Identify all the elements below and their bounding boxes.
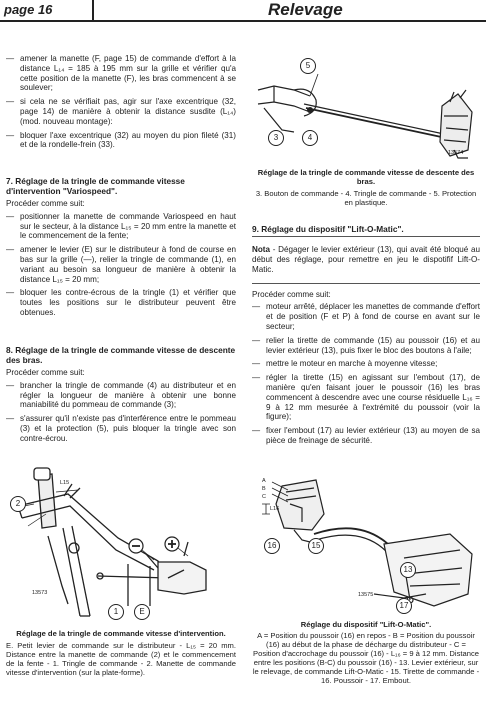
callout-2: 2: [10, 496, 26, 512]
figure-lift-o-matic-text: [252, 620, 480, 685]
figure-label-l16: L16: [270, 506, 280, 512]
section-7-intro: Procéder comme suit:: [6, 199, 85, 208]
list-item: — s'assurer qu'il n'existe pas d'interférence entre le pommeau (3) et la protection (5), puis bloquer la tringle avec son contre-écrou.: [6, 414, 236, 443]
note-label: Nota: [252, 245, 270, 255]
figure-legend: E. Petit levier de commande sur le distributeur - L₁₅ = 20 mm. Distance entre la manette de commande (2) et le commencement de la fente - 1. Tringle de commande - 2. Manette de commande vitesse d'intervention (sur la plate-forme).: [6, 641, 236, 677]
list-item: — amener le levier (E) sur le distributeur à fond de course en bas sur la grille (—), relier la tringle de commande (1), en variant au besoin sa longueur de manière à obtenir la distance L₁₅ = 20 mm;: [6, 245, 236, 284]
figure-variospeed-drawing: [8, 466, 236, 624]
list-item: — fixer l'embout (17) au levier extérieur (13) au moyen de sa pièce de freinage de sécurité.: [252, 426, 480, 446]
note-paragraph: [252, 245, 480, 274]
bullet-list-intro: [6, 54, 236, 150]
list-item: — relier la tirette de commande (15) au poussoir (16) et au levier extérieur (13), puis fixer le bloc des boutons à l'aile;: [252, 336, 480, 356]
list-item: — brancher la tringle de commande (4) au distributeur et en régler la longueur de manière à obtenir une bonne maniabilité du pommeau de commande (3);: [6, 381, 236, 410]
callout-16: 16: [264, 538, 280, 554]
section-7: [6, 176, 236, 322]
figure-reference: 13575: [358, 592, 374, 598]
section-8: [6, 345, 236, 448]
callout-17: 17: [396, 598, 412, 614]
figure-variospeed-text: [6, 629, 236, 677]
figure-legend: A = Position du poussoir (16) en repos - B = Position du poussoir (16) au début de la phase de décharge du distributeur - C = Position d'accrochage du poussoir (16) - L₁₆ = 9 à 12 mm. Distance entre les positions (B-C) du poussoir (16) - 13. Levier extérieur, sur le relevage, de commande Lift-O-Matic - 15. Tirette de commande - 16. Poussoir - 17. Embout.: [252, 631, 480, 685]
figure-caption: Réglage de la tringle de commande vitesse d'intervention.: [16, 629, 226, 638]
section-8-title: 8. Réglage de la tringle de commande vitesse de descente des bras.: [6, 345, 236, 365]
position-label-c: C: [262, 494, 266, 500]
section-9: [252, 224, 480, 450]
position-label-b: B: [262, 486, 266, 492]
section-7-list: [6, 212, 236, 318]
list-item: — mettre le moteur en marche à moyenne vitesse;: [252, 359, 480, 369]
callout-4: 4: [302, 130, 318, 146]
note-rule: [252, 236, 480, 237]
figure-caption: Réglage de la tringle de commande vitesse de descente des bras.: [257, 168, 475, 186]
figure-descente-drawing: [254, 46, 480, 164]
callout-3: 3: [268, 130, 284, 146]
section-9-title: 9. Réglage du dispositif "Lift-O-Matic".: [252, 224, 404, 234]
figure-descente-text: [252, 168, 480, 207]
page-header: [0, 0, 486, 22]
note-text: - Dégager le levier extérieur (13), qui avait été bloqué au début des réglage, pour remettre en jeu le dispotifif Lift-O-Matic.: [252, 245, 480, 274]
figure-label-l15: L15: [60, 480, 70, 486]
section-9-intro: Procéder comme suit:: [252, 289, 331, 299]
note-rule: [252, 283, 480, 284]
figure-legend: 3. Bouton de commande - 4. Tringle de commande - 5. Protection en plastique.: [255, 189, 477, 207]
figure-descente: [254, 46, 480, 164]
figure-caption: Réglage du dispositif "Lift-O-Matic".: [300, 620, 432, 629]
callout-13: 13: [400, 562, 416, 578]
callout-15: 15: [308, 538, 324, 554]
list-item: — bloquer les contre-écrous de la tringle (1) et vérifier que toutes les positions sur le distributeur peuvent être obtenues.: [6, 288, 236, 317]
list-item: — bloquer l'axe excentrique (32) au moyen du pion fileté (31) et de la rondelle-frein (33).: [6, 131, 236, 151]
list-item: — amener la manette (F, page 15) de commande d'effort à la distance L₁₄ = 185 à 195 mm sur la grille et vérifier qu'a cette position de la manette (F), les bras commencent à se soulever;: [6, 54, 236, 93]
list-item: — si cela ne se vérifiait pas, agir sur l'axe excentrique (32, page 14) de manière à obtenir la distance susdite (L₁₄) (mod. nouveau montage):: [6, 97, 236, 126]
page-number: page 16: [4, 2, 53, 17]
callout-5: 5: [300, 58, 316, 74]
section-7-title: 7. Réglage de la tringle de commande vitesse d'intervention "Variospeed".: [6, 176, 185, 196]
position-label-a: A: [262, 478, 266, 484]
section-8-list: [6, 381, 236, 444]
list-item: — régler la tirette (15) en agissant sur l'embout (17), de manière qu'en faisant jouer le poussoir (16) les bras commencent à descendre avec une course résiduelle L₁₆ = 9 à 12 mm mesurée à l'extrémité du poussoir (voir la figure);: [252, 373, 480, 422]
list-item: — positionner la manette de commande Variospeed en haut sur le secteur, à la distance L₁₅ = 20 mm entre la manette et le commencement de la fente;: [6, 212, 236, 241]
header-divider: [92, 0, 94, 20]
figure-reference: 13574: [448, 150, 464, 156]
section-9-list: [252, 302, 480, 445]
section-8-intro: Procéder comme suit:: [6, 368, 85, 377]
callout-e: E: [134, 604, 150, 620]
header-rule: [0, 20, 486, 22]
list-item: — moteur arrêté, déplacer les manettes de commande d'effort et de position (F et P) à fond de course en avant sur le secteur;: [252, 302, 480, 331]
figure-reference: 13573: [32, 590, 48, 596]
left-column-top: [6, 54, 236, 154]
callout-1: 1: [108, 604, 124, 620]
figure-lift-o-matic: [254, 474, 480, 616]
figure-variospeed: [8, 466, 236, 624]
section-title: Relevage: [268, 0, 343, 19]
